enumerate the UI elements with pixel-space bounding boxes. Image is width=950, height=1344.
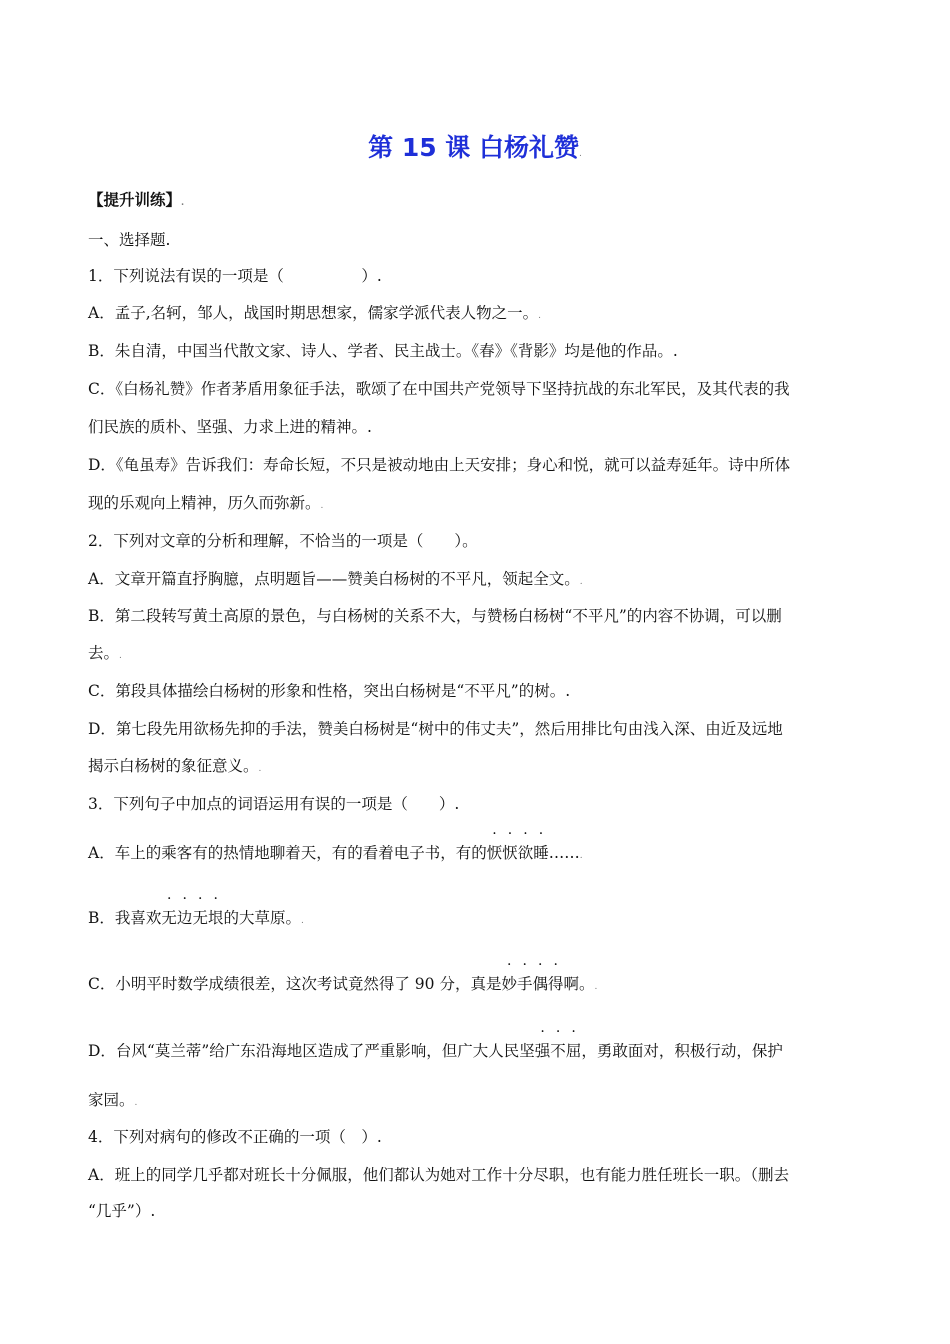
q3-option-d-cont: 家园。. xyxy=(88,1091,138,1109)
q2-option-c: C．第段具体描绘白杨树的形象和性格，突出白杨树是“不平凡”的树。. xyxy=(88,682,571,700)
q3-d-dotted-char: 不 xyxy=(550,1042,566,1060)
section-heading: 【提升训练】. xyxy=(88,190,185,209)
lesson-title: 第 15 课 白杨礼赞. xyxy=(368,133,582,162)
q1-stem: 1．下列说法有误的一项是（ ）. xyxy=(88,267,382,285)
q1-option-b: B．朱自清，中国当代散文家、诗人、学者、民主战士。《春》《背影》均是他的作品。. xyxy=(88,342,678,360)
q3-option-c: C．小明平时数学成绩很差，这次考试竟然得了 90 分，真是妙手偶得啊。. xyxy=(88,972,858,999)
q3-c-dotted-char: 得 xyxy=(548,975,564,993)
q1-option-a: A．孟子,名轲，邹人，战国时期思想家，儒家学派代表人物之一。. xyxy=(88,304,541,322)
q3-b-dotted-char: 无 xyxy=(161,909,177,927)
q4-stem: 4．下列对病句的修改不正确的一项（ ）. xyxy=(88,1128,382,1146)
q3-a-dotted-char: 睡 xyxy=(533,844,549,862)
q4-option-a-cont: “几乎”）. xyxy=(88,1202,156,1220)
q1-option-d: D．《龟虽寿》告诉我们：寿命长短，不只是被动地由上天安排；身心和悦，就可以益寿延年。诗中所体 xyxy=(88,456,791,474)
q3-d-dotted-char: 强 xyxy=(534,1042,551,1060)
q3-a-dotted-char: 恹 xyxy=(502,844,518,862)
q3-b-dotted-char: 无 xyxy=(192,909,208,927)
q2-option-d-cont: 揭示白杨树的象征意义。. xyxy=(88,757,262,775)
q3-option-d: D．台风“莫兰蒂”给广东沿海地区造成了严重影响，但广大人民坚强不屈，勇敢面对，积极行动，保护 xyxy=(88,1039,858,1063)
q3-d-dotted-char: 屈 xyxy=(565,1042,582,1060)
q1-option-c: C．《白杨礼赞》作者茅盾用象征手法，歌颂了在中国共产党领导下坚持抗战的东北军民，及其代表的我 xyxy=(88,380,790,398)
q3-c-dotted-char: 手 xyxy=(516,975,533,993)
part-heading: 一、选择题. xyxy=(88,231,171,249)
q3-option-b: B．我喜欢无边无垠的大草原。. xyxy=(88,906,858,933)
q2-stem: 2．下列对文章的分析和理解，不恰当的一项是（ ）。 xyxy=(88,532,478,550)
q2-option-b: B．第二段转写黄土高原的景色，与白杨树的关系不大，与赞杨白杨树“不平凡”的内容不协调，可以删 xyxy=(88,607,782,625)
q1-option-c-cont: 们民族的质朴、坚强、力求上进的精神。. xyxy=(88,418,372,436)
q2-option-d: D．第七段先用欲杨先抑的手法，赞美白杨树是“树中的伟丈夫”，然后用排比句由浅入深、由近及远地 xyxy=(88,720,783,738)
q4-option-a: A．班上的同学几乎都对班长十分佩服，他们都认为她对工作十分尽职，也有能力胜任班长一职。（删去 xyxy=(88,1166,789,1184)
q2-option-a: A．文章开篇直抒胸臆，点明题旨——赞美白杨树的不平凡，领起全文。. xyxy=(88,570,583,588)
q2-option-b-cont: 去。. xyxy=(88,644,122,662)
q3-a-dotted-char: 恹 xyxy=(486,844,503,862)
q3-a-dotted-char: 欲 xyxy=(517,844,534,862)
q3-c-dotted-char: 妙 xyxy=(501,975,517,993)
q3-b-dotted-char: 垠 xyxy=(207,909,224,927)
q3-c-dotted-char: 偶 xyxy=(532,975,548,993)
q3-option-a: A．车上的乘客有的热情地聊着天，有的看着电子书，有的恹恹欲睡……. xyxy=(88,841,858,868)
q3-b-dotted-char: 边 xyxy=(176,909,193,927)
q1-option-d-cont: 现的乐观向上精神，历久而弥新。. xyxy=(88,494,324,512)
q3-stem: 3．下列句子中加点的词语运用有误的一项是（ ）. xyxy=(88,795,460,813)
